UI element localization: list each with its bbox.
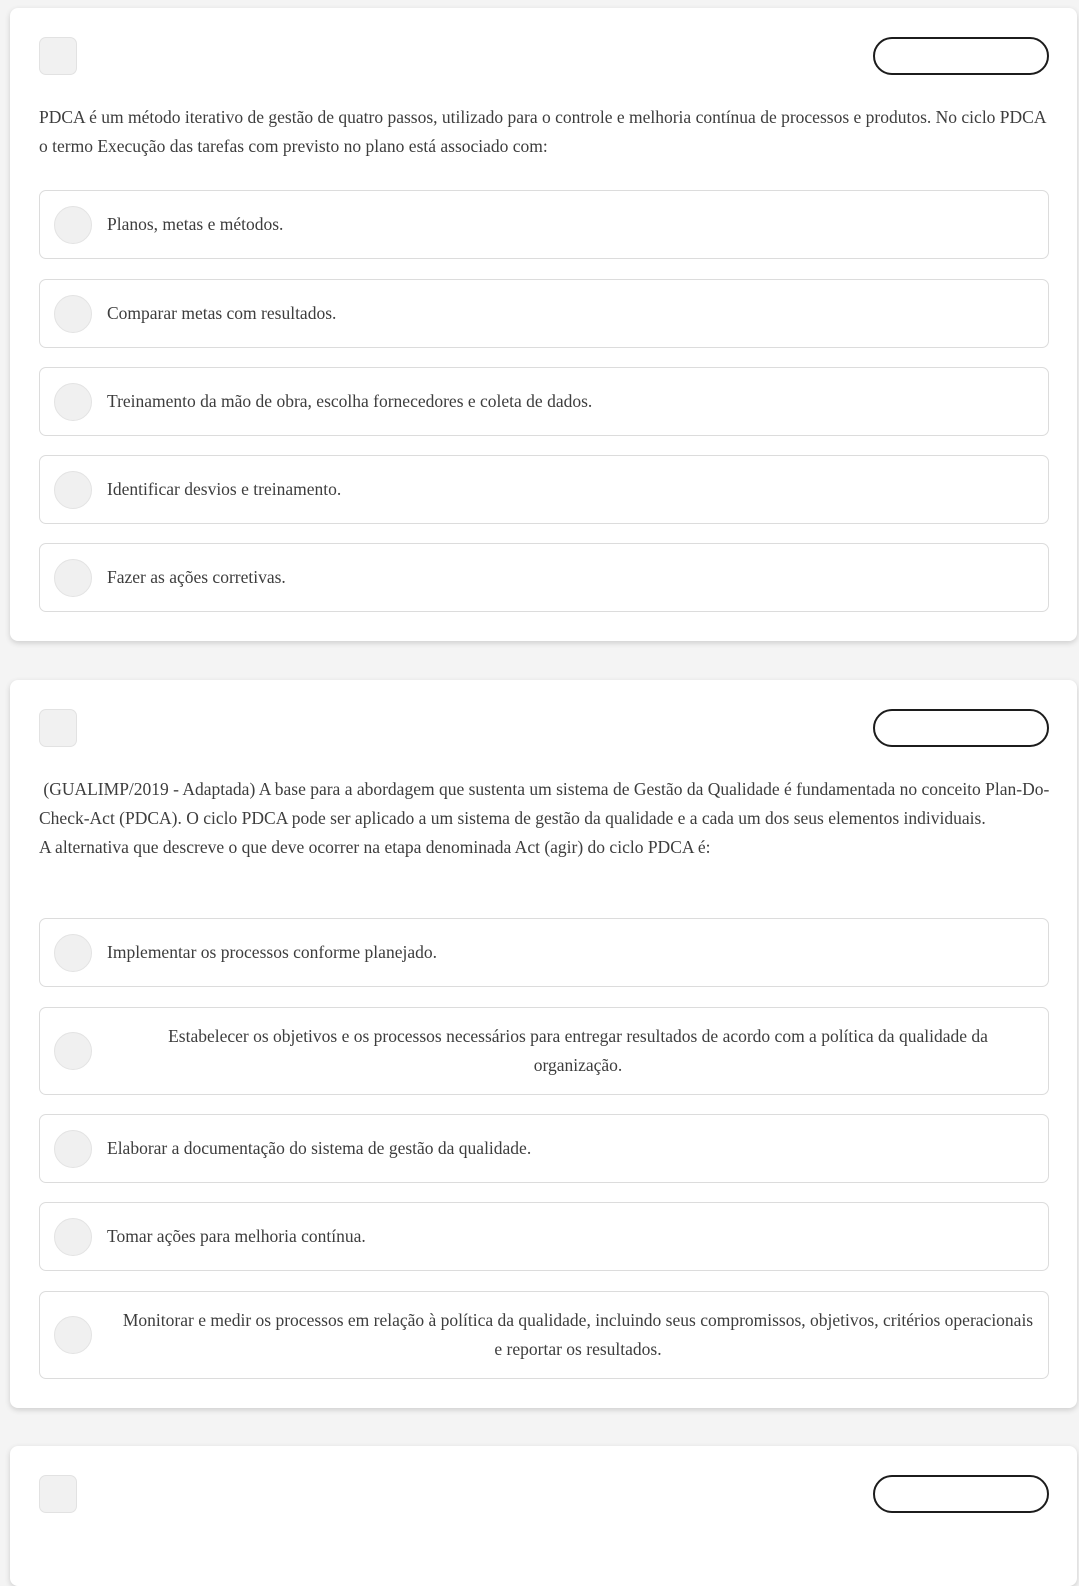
radio-icon[interactable] [54, 1032, 92, 1070]
answer-status-pill[interactable] [873, 1475, 1049, 1513]
option-label: Comparar metas com resultados. [107, 303, 337, 323]
answer-option-e[interactable] [39, 543, 1049, 612]
answer-option-a[interactable] [39, 918, 1049, 987]
answer-option-b[interactable] [39, 1007, 1049, 1095]
question-paragraph: (GUALIMP/2019 - Adaptada) A base para a abordagem que sustenta um sistema de Gestão da Qualidade é fundamentada no conceito Plan-Do-Check-Act (PDCA). O ciclo PDCA pode ser aplicado a um sistema de gestão da qualidade e a cada um dos seus elementos individuais. [39, 779, 1050, 828]
question-number-badge [39, 709, 77, 747]
answer-option-c[interactable] [39, 367, 1049, 436]
answer-option-d[interactable] [39, 1202, 1049, 1271]
question-card-1 [10, 8, 1077, 641]
question-number-badge [39, 1475, 77, 1513]
answer-option-a[interactable] [39, 190, 1049, 259]
radio-icon[interactable] [54, 206, 92, 244]
radio-icon[interactable] [54, 1218, 92, 1256]
question-card-3 [10, 1446, 1077, 1586]
radio-icon[interactable] [54, 295, 92, 333]
answer-status-pill[interactable] [873, 37, 1049, 75]
question-paragraph: PDCA é um método iterativo de gestão de quatro passos, utilizado para o controle e melhoria contínua de processos e produtos. No ciclo PDCA o termo Execução das tarefas com previsto no plano está associado com: [39, 107, 1050, 156]
answer-option-c[interactable] [39, 1114, 1049, 1183]
option-label: Estabelecer os objetivos e os processos necessários para entregar resultados de acordo com a política da qualidade da organização. [168, 1026, 988, 1075]
radio-icon[interactable] [54, 934, 92, 972]
option-label: Planos, metas e métodos. [107, 214, 284, 234]
option-label: Tomar ações para melhoria contínua. [107, 1226, 366, 1246]
answer-option-e[interactable] [39, 1291, 1049, 1379]
option-label: Implementar os processos conforme planejado. [107, 942, 437, 962]
question-number-badge [39, 37, 77, 75]
question-text [39, 103, 1054, 161]
radio-icon[interactable] [54, 1316, 92, 1354]
option-label: Identificar desvios e treinamento. [107, 479, 342, 499]
radio-icon[interactable] [54, 559, 92, 597]
option-label: Elaborar a documentação do sistema de gestão da qualidade. [107, 1138, 532, 1158]
option-label: Treinamento da mão de obra, escolha fornecedores e coleta de dados. [107, 391, 593, 411]
answer-option-b[interactable] [39, 279, 1049, 348]
question-prompt: A alternativa que descreve o que deve ocorrer na etapa denominada Act (agir) do ciclo PDCA é: [39, 837, 711, 857]
answer-option-d[interactable] [39, 455, 1049, 524]
radio-icon[interactable] [54, 471, 92, 509]
option-label: Fazer as ações corretivas. [107, 567, 286, 587]
radio-icon[interactable] [54, 383, 92, 421]
option-label: Monitorar e medir os processos em relação à política da qualidade, incluindo seus compromissos, objetivos, critérios operacionais e reportar os resultados. [122, 1310, 1034, 1359]
radio-icon[interactable] [54, 1130, 92, 1168]
question-card-2 [10, 680, 1077, 1408]
answer-status-pill[interactable] [873, 709, 1049, 747]
question-text [39, 775, 1054, 862]
